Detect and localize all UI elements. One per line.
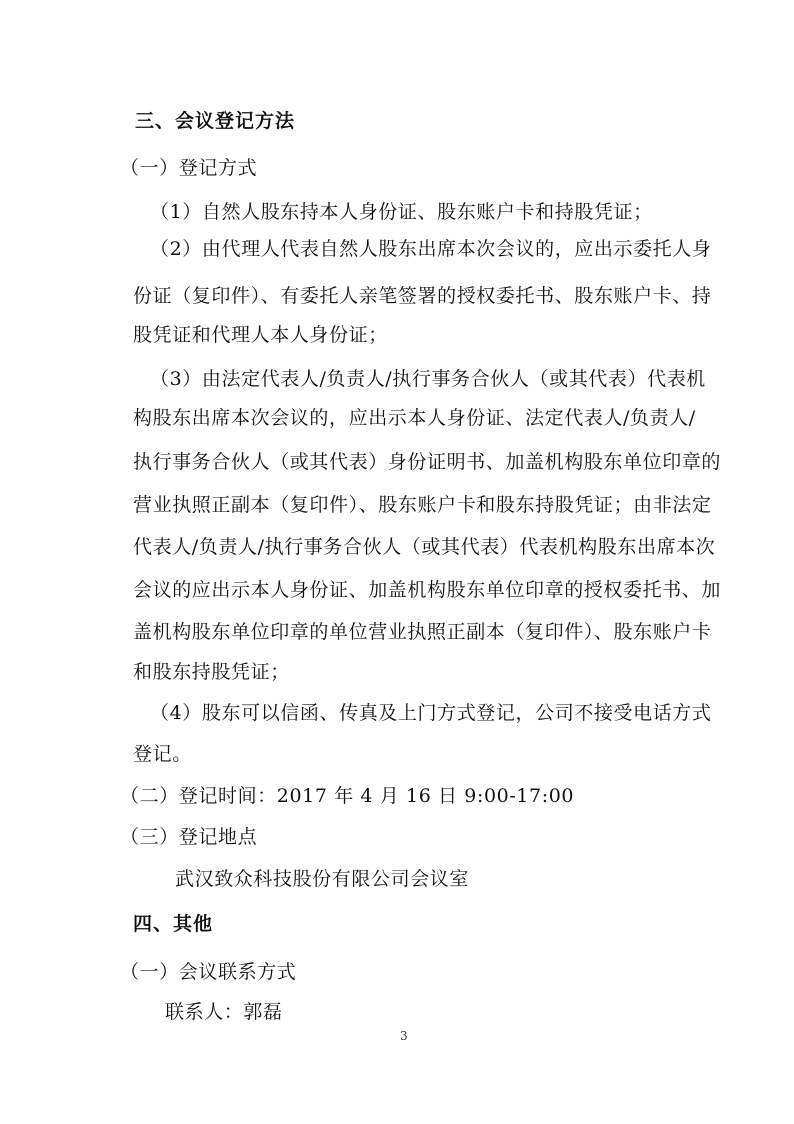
- contact-person: 联系人：郭磊: [165, 1001, 283, 1023]
- paragraph-item-3-line: 营业执照正副本（复印件）、股东账户卡和股东持股凭证；由非法定: [133, 494, 712, 516]
- section-heading-4: 四、其他: [133, 913, 214, 935]
- paragraph-item-3-line: 代表人/负责人/执行事务合伙人（或其代表）代表机构股东出席本次: [133, 536, 716, 558]
- subheading-registration-method: （一）登记方式: [120, 157, 258, 179]
- paragraph-item-2-line: 股凭证和代理人本人身份证；: [133, 324, 388, 346]
- registration-time: （二）登记时间：2017 年 4 月 16 日 9:00-17:00: [120, 785, 575, 807]
- paragraph-item-2-line: 份证（复印件）、有委托人亲笔签署的授权委托书、股东账户卡、持: [133, 285, 712, 307]
- paragraph-item-3-line: 和股东持股凭证；: [133, 661, 290, 683]
- subheading-registration-location: （三）登记地点: [120, 826, 258, 848]
- paragraph-item-3-line: 构股东出席本次会议的，应出示本人身份证、法定代表人/负责人/: [133, 407, 696, 429]
- paragraph-item-3-line: 执行事务合伙人（或其代表）身份证明书、加盖机构股东单位印章的: [133, 451, 722, 473]
- location-text: 武汉致众科技股份有限公司会议室: [175, 868, 470, 890]
- paragraph-item-1: （1）自然人股东持本人身份证、股东账户卡和持股凭证；: [150, 201, 653, 223]
- paragraph-item-3-line: 会议的应出示本人身份证、加盖机构股东单位印章的授权委托书、加: [133, 579, 722, 601]
- paragraph-item-4-line: 登记。: [133, 743, 192, 765]
- paragraph-item-2-line: （2）由代理人代表自然人股东出席本次会议的，应出示委托人身: [150, 238, 712, 260]
- subheading-contact: （一）会议联系方式: [120, 961, 297, 983]
- paragraph-item-4-line: （4）股东可以信函、传真及上门方式登记，公司不接受电话方式: [150, 702, 712, 724]
- section-heading-3: 三、会议登记方法: [135, 110, 296, 132]
- paragraph-item-3-line: 盖机构股东单位印章的单位营业执照正副本（复印件）、股东账户卡: [133, 621, 712, 643]
- page-number: 3: [400, 1029, 408, 1043]
- paragraph-item-3-line: （3）由法定代表人/负责人/执行事务合伙人（或其代表）代表机: [150, 368, 706, 390]
